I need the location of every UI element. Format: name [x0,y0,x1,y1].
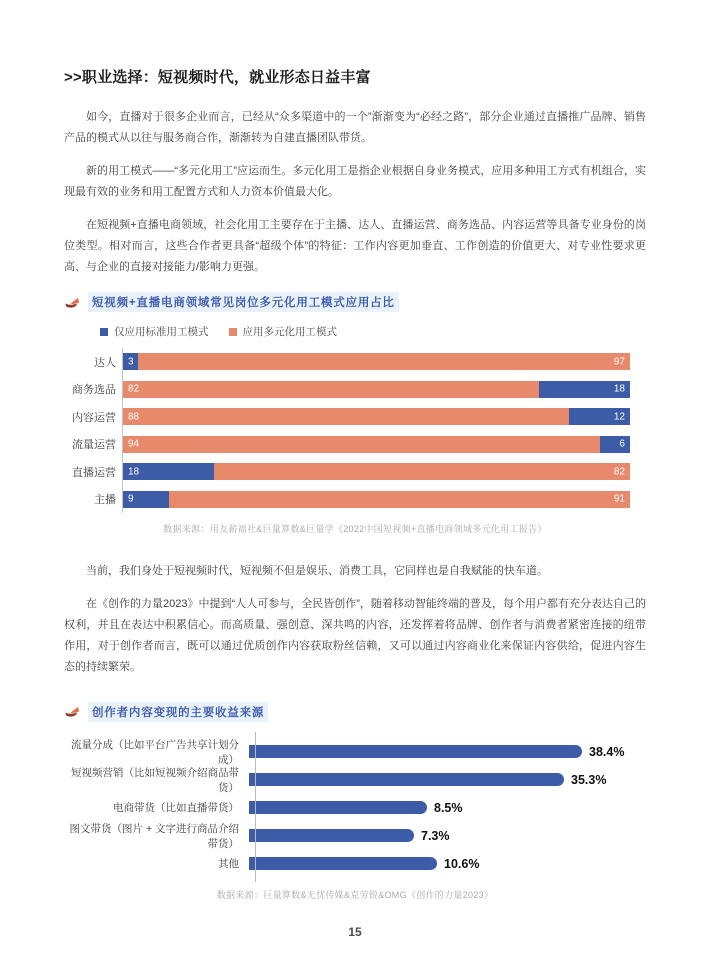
legend-item [229,324,338,339]
bar-segment-standard [123,463,214,480]
chart-row [64,463,630,480]
category-label: 直播运营 [72,466,116,479]
legend-label: 仅应用标准用工模式 [114,326,209,338]
revenue-chart-rows [64,738,646,878]
revenue-chart-title: 创作者内容变现的主要收益来源 [88,702,268,722]
chart-row [64,738,646,766]
stacked-bar [123,491,630,508]
legend-item [100,324,209,339]
employment-chart-axis-line [122,348,123,513]
category-label: 其他 [218,858,239,870]
category-label: 商务选品 [72,384,116,396]
section-marker-icon [64,296,81,309]
value-label: 18 [128,466,140,477]
value-label: 3 [128,356,134,367]
revenue-chart-section [64,702,646,901]
legend-swatch [229,328,237,336]
value-label: 18 [613,383,625,395]
employment-chart-title: 短视频+直播电商领域常见岗位多元化用工模式应用占比 [88,292,399,312]
bar-segment-diversified [214,463,630,480]
page-title: >>职业选择：短视频时代，就业形态日益丰富 [64,69,371,86]
stacked-bar [123,408,630,425]
category-label: 电商带货（比如直播带货） [113,802,239,814]
chart-row [64,822,646,850]
value-label: 10.6% [444,856,480,871]
category-label: 短视频营销（比如短视频介绍商品带货） [71,766,239,794]
legend-swatch [100,328,108,336]
stacked-bar [123,436,630,453]
bar-segment-diversified [123,408,569,425]
employment-chart-source: 数据来源：用友薪福社&巨量算数&巨量学《2022中国短视频+直播电商领域多元化用工报告》 [163,523,547,534]
chart-row [64,850,646,878]
chart-row [64,766,646,794]
page-number: 15 [348,924,362,939]
stacked-bar [123,353,630,370]
bar [249,745,582,758]
category-label: 图文带货（图片 + 文字进行商品介绍带货） [69,822,239,850]
body-paragraph: 当前，我们身处于短视频时代，短视频不但是娱乐、消费工具，它同样也是自我赋能的快车道。 [86,564,548,577]
chart-row [64,408,630,425]
section-marker-icon [64,705,81,718]
revenue-chart-axis-line [255,732,256,882]
body-paragraph: 新的用工模式——“多元化用工”应运而生。多元化用工是指企业根据自身业务模式，应用多种用工方式有机组合，实现最有效的业务和用工配置方式和人力资本价值最大化。 [64,165,646,198]
employment-chart-title-row [64,292,646,312]
value-label: 6 [619,438,625,450]
bar-segment-standard [569,408,630,425]
bar-segment-standard [600,436,630,453]
value-label: 12 [613,411,625,422]
revenue-chart-title-row [64,702,646,722]
category-label: 主播 [94,494,116,506]
value-label: 82 [613,466,625,477]
chart-row [64,436,630,453]
category-label: 流量分成（比如平台广告共享计划分成） [71,738,239,766]
body-paragraph: 在短视频+直播电商领域，社会化用工主要存在于主播、达人、直播运营、商务选品、内容运营等具备专业身份的岗位类型。相对而言，这些合作者更具备“超级个体”的特征：工作内容更加垂直、工作创造的价值更大、对专业性要求更高、与企业的直接对接能力/影响力更强。 [64,219,646,273]
bar [249,801,427,814]
legend-label: 应用多元化用工模式 [242,326,337,338]
bar-segment-standard [123,491,169,508]
value-label: 7.3% [421,828,450,843]
value-label: 9 [128,493,134,505]
value-label: 35.3% [571,772,607,787]
value-label: 91 [613,493,625,505]
employment-chart-rows [64,353,630,508]
bar-segment-diversified [169,491,630,508]
bar-segment-diversified [123,436,600,453]
body-paragraph: 在《创作的力量2023》中提到“人人可参与，全民皆创作”，随着移动智能终端的普及，每个用户都有充分表达自己的权利，并且在表达中积累信心。而高质量、强创意、深共鸣的内容，还发挥着将品牌、创作者与消费者紧密连接的纽带作用，对于创作者而言，既可以通过优质创作内容获取粉丝信赖，又可以通过内容商业化来保证内容供给，促进内容生态的持续繁荣。 [64,597,646,673]
category-label: 内容运营 [72,411,116,424]
bar-segment-diversified [138,353,630,370]
chart-row [64,353,630,370]
bar-segment-standard [123,353,138,370]
value-label: 97 [613,356,625,367]
chart-row [64,381,630,398]
category-label: 流量运营 [72,439,116,451]
value-label: 8.5% [434,800,463,815]
employment-chart-section [64,292,646,535]
value-label: 94 [128,438,140,450]
bar [249,857,437,870]
chart-row [64,491,630,508]
value-label: 82 [128,383,140,395]
bar [249,829,414,842]
body-paragraph: 如今，直播对于很多企业而言，已经从“众多渠道中的一个”渐渐变为“必经之路”，部分企业通过直播推广品牌、销售产品的模式从以往与服务商合作，渐渐转为自建直播团队带货。 [64,111,646,144]
employment-chart-legend [100,324,646,339]
stacked-bar [123,381,630,398]
bar-segment-standard [539,381,630,398]
revenue-chart-source: 数据来源：巨量算数&无忧传媒&克劳锐&OMG《创作的力量2023》 [216,889,494,900]
bar-segment-diversified [123,381,539,398]
category-label: 达人 [94,356,116,369]
stacked-bar [123,463,630,480]
value-label: 38.4% [589,744,625,759]
bar [249,773,564,786]
value-label: 88 [128,411,140,422]
chart-row [64,794,646,822]
